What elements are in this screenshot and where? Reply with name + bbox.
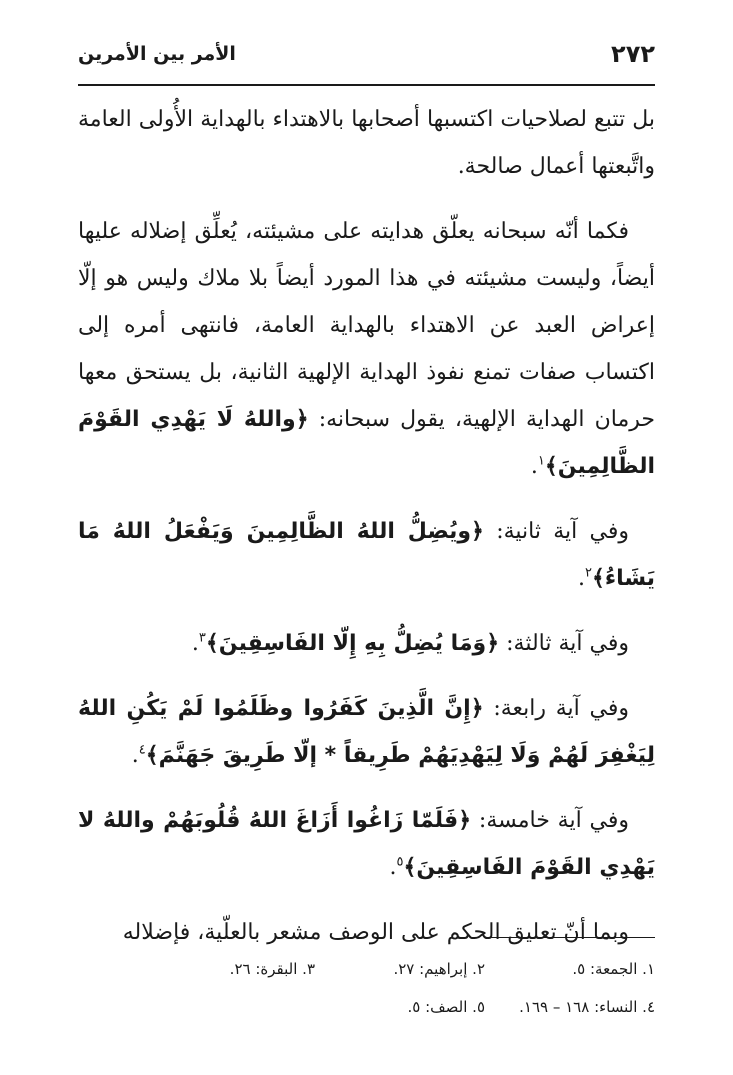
paragraph-text: . [191, 631, 199, 656]
footnote-marker[interactable]: ٤ [138, 742, 146, 758]
paragraph [78, 96, 655, 190]
footnote-marker[interactable]: ١ [537, 453, 545, 469]
paragraph [78, 909, 655, 956]
paragraph-text: وفي آية ثالثة: [499, 631, 629, 656]
footnotes [100, 950, 655, 1026]
paragraph-text: . [530, 454, 538, 479]
footnote-item: ٢. إبراهيم: ٢٧. [393, 960, 485, 978]
paragraph-text: وبما أنّ تعليق الحكم على الوصف مشعر بالعلّية، فإضلاله [122, 920, 629, 945]
footnote-marker[interactable]: ٥ [396, 854, 404, 870]
body-text [78, 96, 655, 974]
paragraph-text: . [577, 566, 585, 591]
paragraph-text: وفي آية ثانية: [483, 519, 629, 544]
paragraph-text: . [389, 855, 397, 880]
paragraph [78, 797, 655, 891]
page-header [78, 30, 655, 78]
paragraph [78, 508, 655, 602]
footnote-divider [485, 937, 655, 938]
paragraph [78, 620, 655, 667]
quran-verse: ﴿واللهُ لَا يَهْدِي القَوْمَ الظَّالِمِينَ﴾ [78, 407, 655, 479]
quran-verse: ﴿وَمَا يُضِلُّ بِهِ إِلّا الفَاسِقِينَ﴾ [205, 631, 500, 656]
quran-verse: ﴿فَلَمّا زَاغُوا أَزَاغَ اللهُ قُلُوبَهُمْ واللهُ لا يَهْدِي القَوْمَ الفَاسِقِينَ﴾ [78, 808, 655, 880]
quran-verse: ﴿ويُضِلُّ اللهُ الظَّالِمِينَ وَيَفْعَلُ اللهُ مَا يَشَاءُ﴾ [78, 519, 655, 591]
header-divider [78, 84, 655, 86]
page-number: ٢٧٢ [611, 40, 655, 68]
paragraph-text: . [131, 743, 139, 768]
footnote-item: ٣. البقرة: ٢٦. [229, 960, 315, 978]
paragraph-text: وفي آية رابعة: [483, 696, 629, 721]
paragraph-text: فكما أنّه سبحانه يعلّق هدايته على مشيئته، يُعلِّق إضلاله عليها أيضاً، وليست مشيئته في هذا المورد أيضاً بلا ملاك وليس هو إلّا إعراض العبد عن الاهتداء بالهداية العامة، فانتهى أمره إلى اكتساب صفات تمنع نفوذ الهداية الإلهية الثانية، بل يستحق معها حرمان الهداية الإلهية، يقول سبحانه: [78, 219, 656, 432]
paragraph [78, 208, 655, 490]
footnote-marker[interactable]: ٢ [584, 565, 592, 581]
running-title: الأمر بين الأمرين [78, 43, 236, 65]
footnote-marker[interactable]: ٣ [198, 630, 206, 646]
quran-verse: ﴿إِنَّ الَّذِينَ كَفَرُوا وظَلَمُوا لَمْ يَكُنِ اللهُ لِيَغْفِرَ لَهُمْ وَلَا لِيَهْدِيَهُمْ طَرِيقاً * إلّا طَرِيقَ جَهَنَّمَ﴾ [78, 696, 655, 768]
footnote-item: ١. الجمعة: ٥. [572, 960, 655, 978]
paragraph-text: وفي آية خامسة: [471, 808, 629, 833]
footnote-item: ٥. الصف: ٥. [407, 998, 485, 1016]
paragraph [78, 685, 655, 779]
footnote-item: ٤. النساء: ١٦٨ – ١٦٩. [519, 998, 655, 1016]
paragraph-text: بل تتبع لصلاحيات اكتسبها أصحابها بالاهتداء بالهداية الأُولى العامة واتَّبعتها أعمال صالحة. [78, 107, 655, 179]
footnote-row [100, 950, 655, 988]
footnote-row [100, 988, 655, 1026]
